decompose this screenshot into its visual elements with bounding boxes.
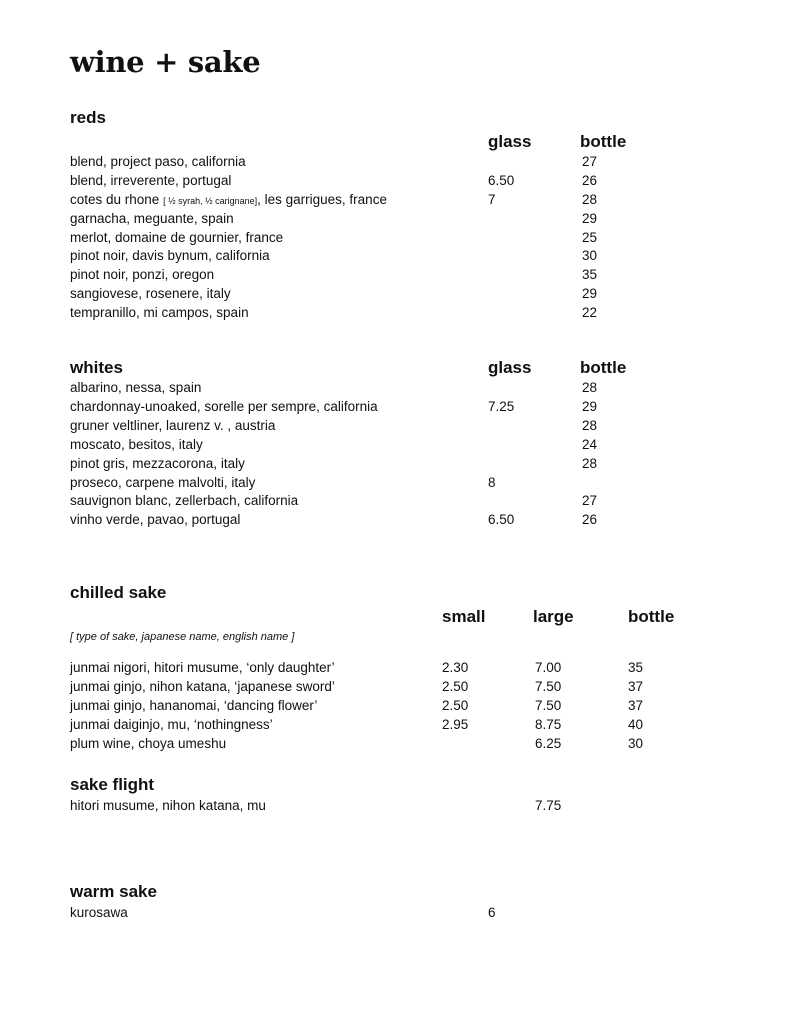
- item-name: pinot noir, davis bynum, california: [70, 248, 270, 263]
- menu-item: [0, 492, 791, 510]
- item-bottle-price: 28: [582, 380, 598, 395]
- item-bottle-price: 29: [582, 211, 598, 226]
- item-name: kurosawa: [70, 905, 128, 920]
- menu-item: [0, 153, 791, 171]
- item-price: 7.75: [535, 798, 562, 813]
- sake-large-column-header: large: [533, 607, 574, 626]
- item-bottle-price: 35: [582, 267, 598, 282]
- item-large-price: 8.75: [535, 717, 562, 732]
- section-heading-reds: reds: [70, 108, 106, 127]
- item-bottle-price: 28: [582, 192, 598, 207]
- menu-item: [0, 436, 791, 454]
- item-name: chardonnay-unoaked, sorelle per sempre, california: [70, 399, 378, 414]
- menu-item: [0, 247, 791, 265]
- item-name: moscato, besitos, italy: [70, 437, 203, 452]
- reds-glass-column-header: glass: [488, 132, 532, 151]
- item-bottle-price: 27: [582, 154, 598, 169]
- item-grape-note: [ ½ syrah, ½ carignane]: [163, 196, 258, 206]
- item-name: albarino, nessa, spain: [70, 380, 202, 395]
- sake-format-note: [ type of sake, japanese name, english name ]: [70, 631, 295, 643]
- whites-glass-column-header: glass: [488, 358, 532, 377]
- item-name: vinho verde, pavao, portugal: [70, 512, 241, 527]
- item-name: junmai daiginjo, mu, ‘nothingness’: [70, 717, 273, 732]
- section-heading-whites: whites: [70, 358, 123, 377]
- item-bottle-price: 28: [582, 456, 598, 471]
- item-bottle-price: 30: [628, 736, 644, 751]
- item-name: blend, project paso, california: [70, 154, 246, 169]
- item-glass-price: 6.50: [488, 512, 515, 527]
- sake-bottle-column-header: bottle: [628, 607, 675, 626]
- item-name: junmai ginjo, hananomai, ‘dancing flower’: [70, 698, 318, 713]
- item-bottle-price: 29: [582, 399, 598, 414]
- menu-item: [0, 678, 791, 696]
- item-small-price: 2.30: [442, 660, 469, 675]
- item-name: sauvignon blanc, zellerbach, california: [70, 493, 299, 508]
- item-small-price: 2.50: [442, 679, 469, 694]
- item-small-price: 2.95: [442, 717, 469, 732]
- item-name-suffix: , les garrigues, france: [257, 192, 387, 207]
- menu-item: [0, 172, 791, 190]
- reds-bottle-column-header: bottle: [580, 132, 627, 151]
- item-name-prefix: cotes du rhone: [70, 192, 164, 207]
- item-large-price: 7.00: [535, 660, 562, 675]
- menu-item: [0, 285, 791, 303]
- item-bottle-price: 35: [628, 660, 644, 675]
- whites-bottle-column-header: bottle: [580, 358, 627, 377]
- menu-item: [0, 191, 791, 209]
- menu-item: [0, 659, 791, 677]
- menu-item: [0, 417, 791, 435]
- item-bottle-price: 40: [628, 717, 644, 732]
- item-glass-price: 8: [488, 475, 496, 490]
- item-bottle-price: 37: [628, 679, 644, 694]
- item-name: pinot noir, ponzi, oregon: [70, 267, 215, 282]
- menu-item: [0, 904, 791, 922]
- section-heading-warm-sake: warm sake: [70, 882, 157, 901]
- item-name: junmai ginjo, nihon katana, ‘japanese sword’: [70, 679, 335, 694]
- item-bottle-price: 26: [582, 173, 598, 188]
- item-large-price: 7.50: [535, 698, 562, 713]
- item-name: proseco, carpene malvolti, italy: [70, 475, 256, 490]
- page-title: wine + sake: [70, 45, 261, 79]
- item-glass-price: 7.25: [488, 399, 515, 414]
- item-bottle-price: 29: [582, 286, 598, 301]
- item-name: tempranillo, mi campos, spain: [70, 305, 249, 320]
- menu-item: [0, 697, 791, 715]
- item-glass-price: 6.50: [488, 173, 515, 188]
- item-large-price: 6.25: [535, 736, 562, 751]
- menu-item: [0, 229, 791, 247]
- item-glass-price: 7: [488, 192, 496, 207]
- menu-item: [0, 210, 791, 228]
- item-bottle-price: 28: [582, 418, 598, 433]
- section-heading-chilled-sake: chilled sake: [70, 583, 167, 602]
- item-name: pinot gris, mezzacorona, italy: [70, 456, 245, 471]
- item-large-price: 7.50: [535, 679, 562, 694]
- item-name: plum wine, choya umeshu: [70, 736, 227, 751]
- item-name: sangiovese, rosenere, italy: [70, 286, 231, 301]
- item-bottle-price: 24: [582, 437, 598, 452]
- menu-item: [0, 304, 791, 322]
- item-bottle-price: 22: [582, 305, 598, 320]
- menu-item: [0, 511, 791, 529]
- menu-item: [0, 474, 791, 492]
- sake-small-column-header: small: [442, 607, 486, 626]
- menu-item: [0, 266, 791, 284]
- item-name: hitori musume, nihon katana, mu: [70, 798, 266, 813]
- item-bottle-price: 30: [582, 248, 598, 263]
- section-heading-sake-flight: sake flight: [70, 775, 155, 794]
- item-name: blend, irreverente, portugal: [70, 173, 232, 188]
- menu-item: [0, 398, 791, 416]
- item-name: [70, 191, 387, 210]
- item-bottle-price: 25: [582, 230, 598, 245]
- item-small-price: 2.50: [442, 698, 469, 713]
- menu-item: [0, 797, 791, 815]
- item-price: 6: [488, 905, 496, 920]
- item-bottle-price: 37: [628, 698, 644, 713]
- item-name: garnacha, meguante, spain: [70, 211, 234, 226]
- menu-item: [0, 735, 791, 753]
- item-name: junmai nigori, hitori musume, ‘only daughter’: [70, 660, 335, 675]
- menu-item: [0, 455, 791, 473]
- item-bottle-price: 27: [582, 493, 598, 508]
- menu-item: [0, 716, 791, 734]
- item-bottle-price: 26: [582, 512, 598, 527]
- item-name: gruner veltliner, laurenz v. , austria: [70, 418, 276, 433]
- item-name: merlot, domaine de gournier, france: [70, 230, 284, 245]
- menu-item: [0, 379, 791, 397]
